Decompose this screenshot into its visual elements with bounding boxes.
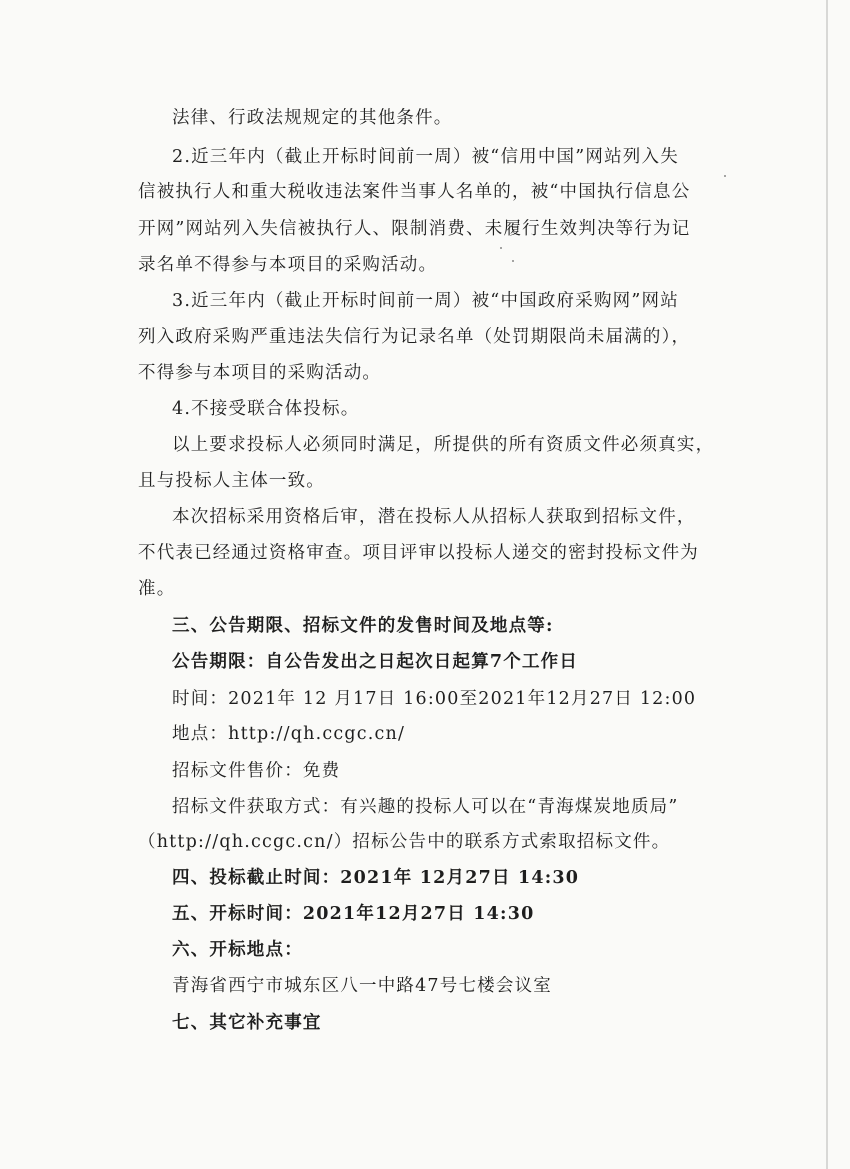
text-line: 不得参与本项目的采购活动。: [138, 363, 382, 383]
acquisition-method-cont: （http://qh.ccgc.cn/）招标公告中的联系方式索取招标文件。: [138, 832, 671, 852]
opening-address: 青海省西宁市城东区八一中路47号七楼会议室: [172, 976, 552, 996]
page-edge-shadow: [826, 0, 828, 1169]
section-heading-3: 三、公告期限、招标文件的发售时间及地点等:: [172, 616, 554, 636]
text-line: 以上要求投标人必须同时满足，所提供的所有资质文件必须真实，: [172, 435, 715, 455]
text-line: 准。: [138, 579, 176, 599]
text-line: 录名单不得参与本项目的采购活动。: [138, 255, 438, 275]
announcement-period: 公告期限：自公告发出之日起次日起算7个工作日: [172, 652, 579, 672]
scan-speck: [500, 247, 502, 249]
section-heading-6: 六、开标地点：: [172, 940, 303, 960]
text-line: 法律、行政法规规定的其他条件。: [172, 108, 453, 128]
scan-speck: [724, 175, 726, 177]
acquisition-method: 招标文件获取方式：有兴趣的投标人可以在“青海煤炭地质局”: [172, 797, 679, 817]
sale-location: 地点：http://qh.ccgc.cn/: [172, 724, 406, 744]
text-line: 本次招标采用资格后审，潜在投标人从招标人获取到招标文件，: [172, 507, 696, 527]
text-line: 且与投标人主体一致。: [138, 471, 325, 491]
text-line: 信被执行人和重大税收违法案件当事人名单的，被“中国执行信息公: [138, 182, 691, 202]
scan-speck: [512, 260, 514, 262]
sale-time: 时间：2021年 12 月17日 16:00至2021年12月27日 12:00: [172, 689, 697, 709]
section-heading-5: 五、开标时间：2021年12月27日 14:30: [172, 904, 535, 924]
document-price: 招标文件售价：免费: [172, 761, 341, 781]
text-line: 列入政府采购严重违法失信行为记录名单（处罚期限尚未届满的），: [138, 327, 691, 347]
text-line: 2.近三年内（截止开标时间前一周）被“信用中国”网站列入失: [172, 147, 679, 167]
section-heading-4: 四、投标截止时间：2021年 12月27日 14:30: [172, 868, 580, 888]
text-line: 4.不接受联合体投标。: [172, 399, 360, 419]
text-line: 3.近三年内（截止开标时间前一周）被“中国政府采购网”网站: [172, 291, 679, 311]
text-line: 开网”网站列入失信被执行人、限制消费、未履行生效判决等行为记: [138, 219, 691, 239]
section-heading-7: 七、其它补充事宜: [172, 1013, 322, 1033]
text-line: 不代表已经通过资格审查。项目评审以投标人递交的密封投标文件为: [138, 543, 699, 563]
